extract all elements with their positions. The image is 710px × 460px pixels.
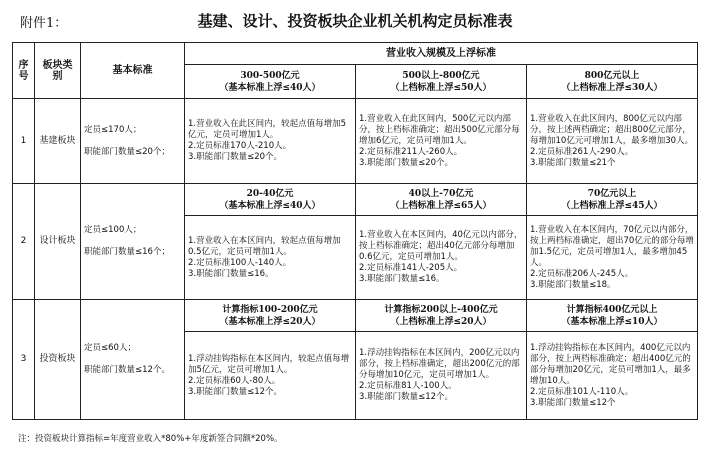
tier-name: 计算指标100-200亿元	[222, 304, 318, 315]
tier-header	[356, 300, 527, 332]
tier-header	[185, 184, 356, 216]
detail-line: 1.浮动挂钩指标在本区间内，较起点值每增加5亿元，定员可增加1人。	[188, 353, 350, 375]
tier-header	[356, 184, 527, 216]
detail-line: 1.营业收入在本区间内，70亿元以内部分，按上两档标准确定，超出70亿元的部分每增加1.5亿元，定员可增加1人，最多增加45人。	[530, 224, 694, 268]
row-number: 1	[13, 99, 35, 184]
detail-line: 1.营业收入在此区间内，800亿元以内部分，按上述两档确定；超出800亿元部分，每增加10亿元可增加1人，最多增加30人。	[530, 113, 694, 146]
basic-standard	[81, 99, 185, 184]
tier-details	[185, 332, 356, 420]
header-no: 序号	[13, 43, 35, 99]
tier-float: （基本标准上浮≤10人）	[561, 316, 663, 327]
header-revenue-group: 营业收入规模及上浮标准	[185, 43, 698, 65]
detail-line: 1.营业收入在此区间内，500亿元以内部分，按上档标准确定；超出500亿元部分每增加6亿元，定员可增加1人。	[359, 113, 520, 146]
tier-details	[356, 332, 527, 420]
document-title: 基建、设计、投资板块企业机关机构定员标准表	[197, 12, 513, 30]
tier-header	[527, 65, 698, 99]
header-sector: 板块类别	[35, 43, 81, 99]
sector-name: 设计板块	[35, 184, 81, 300]
detail-line: 1.浮动挂钩指标在本区间内，200亿元以内部分，按上档标准确定，超出200亿元的部分每增加10亿元，定员可增加1人。	[359, 348, 520, 380]
detail-line: 2.定员标准60人-80人。	[188, 375, 281, 386]
staffing-standard-table	[12, 42, 698, 420]
detail-line: 3.职能部门数量≤12个。	[359, 392, 454, 402]
tier-float: （上档标准上浮≤30人）	[561, 82, 663, 93]
footnote: 注：投资板块计算指标=年度营业收入*80%+年度新签合同额*20%。	[18, 434, 283, 444]
tier-float: （基本标准上浮≤40人）	[219, 200, 321, 211]
tier-name: 800亿元以上	[584, 70, 640, 81]
detail-line: 2.定员标准211人-260人。	[359, 146, 463, 157]
tier-float: （上档标准上浮≤20人）	[390, 316, 492, 327]
detail-line: 1.营业收入在本区间内，较起点值每增加0.5亿元，定员可增加1人。	[188, 235, 341, 257]
tier-details	[527, 216, 698, 300]
tier-name: 40以上-70亿元	[408, 188, 474, 199]
sector-name: 基建板块	[35, 99, 81, 184]
basic-line: 职能部门数量≤16个；	[84, 247, 170, 257]
tier-details	[527, 99, 698, 184]
detail-line: 2.定员标准206人-245人。	[530, 268, 634, 279]
tier-float: （上档标准上浮≤45人）	[561, 200, 663, 211]
header-basic-standard: 基本标准	[81, 43, 185, 99]
tier-header	[527, 300, 698, 332]
tier-float: （基本标准上浮≤20人）	[219, 316, 321, 327]
detail-line: 3.职能部门数量≤16。	[188, 268, 274, 279]
tier-float: （上档标准上浮≤50人）	[390, 82, 492, 93]
tier-float: （基本标准上浮≤40人）	[219, 82, 321, 93]
row-number: 3	[13, 300, 35, 420]
tier-header	[356, 65, 527, 99]
tier-name: 70亿元以上	[587, 188, 637, 199]
tier-header	[527, 184, 698, 216]
tier-header	[185, 65, 356, 99]
detail-line: 3.职能部门数量≤21个	[530, 157, 616, 168]
basic-standard	[81, 300, 185, 420]
basic-line: 定员≤100人；	[84, 225, 142, 235]
row-number: 2	[13, 184, 35, 300]
basic-line: 定员≤170人；	[84, 124, 142, 135]
tier-name: 20-40亿元	[246, 188, 294, 199]
tier-header	[185, 300, 356, 332]
detail-line: 2.定员标准100人-140人。	[188, 257, 292, 268]
detail-line: 3.职能部门数量≤18。	[530, 279, 616, 290]
tier-name: 计算指标400亿元以上	[566, 304, 658, 315]
tier-name: 300-500亿元	[240, 70, 300, 81]
detail-line: 1.营业收入在本区间内，40亿元以内部分，按上档标准确定；超出40亿元部分每增加0.6亿元，定员可增加1人。	[359, 230, 523, 262]
detail-line: 2.定员标准81人-100人。	[359, 381, 457, 391]
detail-line: 2.定员标准170人-210人。	[188, 141, 292, 151]
basic-line: 定员≤60人；	[84, 343, 136, 353]
tier-details	[185, 216, 356, 300]
basic-line: 职能部门数量≤12个。	[84, 365, 170, 375]
detail-line: 2.定员标准101人-110人。	[530, 386, 634, 397]
tier-details	[185, 99, 356, 184]
tier-name: 计算指标200以上-400亿元	[384, 304, 498, 315]
detail-line: 1.营业收入在此区间内，较起点值每增加5亿元，定员可增加1人。	[188, 119, 347, 140]
tier-details	[527, 332, 698, 420]
basic-standard	[81, 184, 185, 300]
detail-line: 2.定员标准141人-205人。	[359, 263, 463, 273]
tier-details	[356, 99, 527, 184]
detail-line: 3.职能部门数量≤20个。	[359, 157, 454, 168]
basic-line: 职能部门数量≤20个；	[84, 146, 170, 157]
detail-line: 3.职能部门数量≤20个。	[188, 152, 283, 162]
detail-line: 3.职能部门数量≤12个	[530, 397, 616, 408]
attachment-label: 附件1：	[20, 16, 68, 31]
detail-line: 3.职能部门数量≤12个。	[188, 386, 283, 397]
detail-line: 3.职能部门数量≤16。	[359, 274, 445, 284]
detail-line: 2.定员标准261人-290人。	[530, 146, 634, 157]
sector-name: 投资板块	[35, 300, 81, 420]
detail-line: 1.浮动挂钩指标在本区间内，400亿元以内部分，按上两档标准确定；超出400亿元的部分每增加20亿元，定员可增加1人，最多增加10人。	[530, 342, 691, 386]
tier-float: （上档标准上浮≤65人）	[390, 200, 492, 211]
tier-details	[356, 216, 527, 300]
tier-name: 500以上-800亿元	[402, 70, 480, 81]
